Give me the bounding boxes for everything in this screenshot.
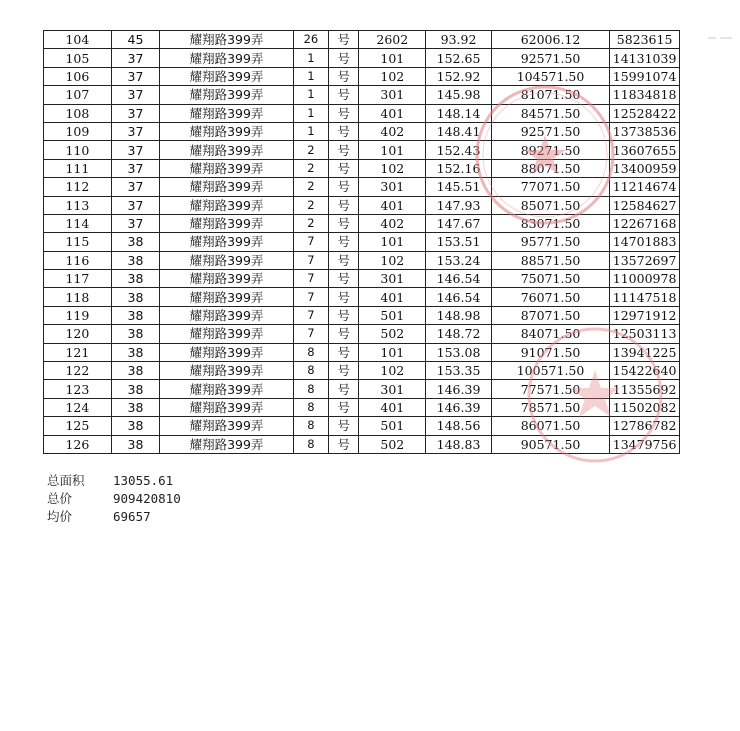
row-area: 146.54 [426, 288, 492, 306]
row-total-price: 11834818 [610, 86, 680, 104]
row-house-number: 7 [293, 270, 328, 288]
row-unit-price: 92571.50 [491, 49, 609, 67]
row-building: 38 [111, 417, 160, 435]
row-house-number: 8 [293, 380, 328, 398]
row-hao: 号 [329, 288, 359, 306]
row-road: 耀翔路399弄 [160, 306, 293, 324]
row-room: 102 [359, 159, 426, 177]
row-road: 耀翔路399弄 [160, 159, 293, 177]
row-room: 101 [359, 343, 426, 361]
table-row [44, 380, 680, 398]
row-unit-price: 88071.50 [491, 159, 609, 177]
row-road: 耀翔路399弄 [160, 233, 293, 251]
row-road: 耀翔路399弄 [160, 104, 293, 122]
row-seq: 108 [44, 104, 112, 122]
row-room: 301 [359, 86, 426, 104]
row-hao: 号 [329, 86, 359, 104]
row-total-price: 13941225 [610, 343, 680, 361]
row-total-price: 11214674 [610, 178, 680, 196]
row-hao: 号 [329, 306, 359, 324]
row-road: 耀翔路399弄 [160, 49, 293, 67]
row-hao: 号 [329, 380, 359, 398]
table-row [44, 325, 680, 343]
row-room: 402 [359, 214, 426, 232]
row-area: 152.92 [426, 67, 492, 85]
row-building: 38 [111, 306, 160, 324]
row-seq: 118 [44, 288, 112, 306]
row-area: 152.16 [426, 159, 492, 177]
row-unit-price: 100571.50 [491, 362, 609, 380]
row-building: 38 [111, 435, 160, 453]
row-building: 37 [111, 159, 160, 177]
row-road: 耀翔路399弄 [160, 178, 293, 196]
row-total-price: 14701883 [610, 233, 680, 251]
row-room: 401 [359, 398, 426, 416]
row-house-number: 2 [293, 214, 328, 232]
row-seq: 119 [44, 306, 112, 324]
table-row [44, 214, 680, 232]
row-total-price: 12971912 [610, 306, 680, 324]
row-room: 502 [359, 435, 426, 453]
table-row [44, 67, 680, 85]
row-area: 146.39 [426, 380, 492, 398]
row-seq: 117 [44, 270, 112, 288]
row-area: 153.51 [426, 233, 492, 251]
row-house-number: 8 [293, 435, 328, 453]
row-seq: 110 [44, 141, 112, 159]
row-building: 37 [111, 122, 160, 140]
table-row [44, 270, 680, 288]
row-building: 38 [111, 233, 160, 251]
row-total-price: 15422640 [610, 362, 680, 380]
row-unit-price: 77571.50 [491, 380, 609, 398]
row-area: 153.24 [426, 251, 492, 269]
row-total-price: 13572697 [610, 251, 680, 269]
total-price-label: 总价 [47, 491, 73, 506]
avg-price-value: 69657 [113, 509, 151, 524]
row-hao: 号 [329, 435, 359, 453]
table-row [44, 306, 680, 324]
table-row [44, 159, 680, 177]
summary-block [47, 472, 181, 526]
row-unit-price: 92571.50 [491, 122, 609, 140]
row-total-price: 13400959 [610, 159, 680, 177]
table-row [44, 178, 680, 196]
row-house-number: 7 [293, 288, 328, 306]
row-house-number: 2 [293, 178, 328, 196]
row-total-price: 14131039 [610, 49, 680, 67]
row-road: 耀翔路399弄 [160, 417, 293, 435]
row-unit-price: 89271.50 [491, 141, 609, 159]
row-building: 37 [111, 214, 160, 232]
row-room: 301 [359, 270, 426, 288]
row-house-number: 2 [293, 159, 328, 177]
row-room: 502 [359, 325, 426, 343]
row-total-price: 13738536 [610, 122, 680, 140]
row-room: 2602 [359, 31, 426, 49]
row-seq: 115 [44, 233, 112, 251]
row-area: 146.39 [426, 398, 492, 416]
row-road: 耀翔路399弄 [160, 288, 293, 306]
row-area: 148.72 [426, 325, 492, 343]
row-house-number: 26 [293, 31, 328, 49]
table-row [44, 141, 680, 159]
row-total-price: 12503113 [610, 325, 680, 343]
row-house-number: 8 [293, 362, 328, 380]
row-total-price: 11502082 [610, 398, 680, 416]
row-road: 耀翔路399弄 [160, 435, 293, 453]
row-seq: 112 [44, 178, 112, 196]
row-unit-price: 62006.12 [491, 31, 609, 49]
row-area: 93.92 [426, 31, 492, 49]
row-total-price: 12786782 [610, 417, 680, 435]
row-house-number: 1 [293, 122, 328, 140]
row-total-price: 13607655 [610, 141, 680, 159]
row-house-number: 7 [293, 325, 328, 343]
row-unit-price: 86071.50 [491, 417, 609, 435]
row-room: 301 [359, 178, 426, 196]
row-total-price: 12267168 [610, 214, 680, 232]
row-unit-price: 76071.50 [491, 288, 609, 306]
row-seq: 114 [44, 214, 112, 232]
row-room: 501 [359, 306, 426, 324]
row-seq: 105 [44, 49, 112, 67]
row-total-price: 15991074 [610, 67, 680, 85]
row-unit-price: 75071.50 [491, 270, 609, 288]
row-seq: 122 [44, 362, 112, 380]
row-building: 38 [111, 270, 160, 288]
row-building: 38 [111, 288, 160, 306]
row-road: 耀翔路399弄 [160, 141, 293, 159]
row-road: 耀翔路399弄 [160, 67, 293, 85]
row-area: 145.51 [426, 178, 492, 196]
row-unit-price: 87071.50 [491, 306, 609, 324]
row-area: 147.93 [426, 196, 492, 214]
row-unit-price: 88571.50 [491, 251, 609, 269]
row-area: 148.14 [426, 104, 492, 122]
row-house-number: 8 [293, 343, 328, 361]
summary-total-area [47, 472, 181, 490]
scan-artifact-mark [706, 30, 734, 46]
row-room: 102 [359, 67, 426, 85]
table-row [44, 435, 680, 453]
table-row [44, 343, 680, 361]
row-seq: 124 [44, 398, 112, 416]
row-hao: 号 [329, 398, 359, 416]
row-seq: 113 [44, 196, 112, 214]
table-row [44, 251, 680, 269]
row-road: 耀翔路399弄 [160, 343, 293, 361]
row-unit-price: 81071.50 [491, 86, 609, 104]
row-road: 耀翔路399弄 [160, 122, 293, 140]
table-row [44, 31, 680, 49]
row-hao: 号 [329, 325, 359, 343]
row-house-number: 1 [293, 67, 328, 85]
row-building: 37 [111, 86, 160, 104]
row-room: 101 [359, 141, 426, 159]
table-body [44, 31, 680, 454]
table-row [44, 196, 680, 214]
row-total-price: 12584627 [610, 196, 680, 214]
row-room: 401 [359, 104, 426, 122]
row-seq: 109 [44, 122, 112, 140]
row-road: 耀翔路399弄 [160, 362, 293, 380]
table-row [44, 104, 680, 122]
row-hao: 号 [329, 196, 359, 214]
row-area: 152.43 [426, 141, 492, 159]
row-road: 耀翔路399弄 [160, 270, 293, 288]
row-unit-price: 85071.50 [491, 196, 609, 214]
row-building: 37 [111, 178, 160, 196]
row-hao: 号 [329, 251, 359, 269]
row-road: 耀翔路399弄 [160, 214, 293, 232]
row-hao: 号 [329, 31, 359, 49]
row-unit-price: 90571.50 [491, 435, 609, 453]
row-house-number: 1 [293, 86, 328, 104]
row-seq: 125 [44, 417, 112, 435]
row-area: 145.98 [426, 86, 492, 104]
row-seq: 106 [44, 67, 112, 85]
row-road: 耀翔路399弄 [160, 380, 293, 398]
row-hao: 号 [329, 67, 359, 85]
row-room: 102 [359, 251, 426, 269]
row-area: 152.65 [426, 49, 492, 67]
row-unit-price: 104571.50 [491, 67, 609, 85]
row-hao: 号 [329, 362, 359, 380]
row-seq: 123 [44, 380, 112, 398]
row-building: 37 [111, 104, 160, 122]
row-room: 102 [359, 362, 426, 380]
row-room: 402 [359, 122, 426, 140]
row-area: 153.35 [426, 362, 492, 380]
unit-price-table [43, 30, 680, 454]
row-hao: 号 [329, 159, 359, 177]
row-seq: 120 [44, 325, 112, 343]
row-building: 37 [111, 49, 160, 67]
row-road: 耀翔路399弄 [160, 325, 293, 343]
row-room: 101 [359, 49, 426, 67]
row-house-number: 2 [293, 141, 328, 159]
row-room: 501 [359, 417, 426, 435]
row-area: 148.56 [426, 417, 492, 435]
row-house-number: 1 [293, 49, 328, 67]
row-house-number: 2 [293, 196, 328, 214]
row-seq: 121 [44, 343, 112, 361]
row-hao: 号 [329, 49, 359, 67]
row-building: 37 [111, 196, 160, 214]
row-hao: 号 [329, 270, 359, 288]
row-total-price: 11147518 [610, 288, 680, 306]
row-building: 38 [111, 325, 160, 343]
row-room: 401 [359, 288, 426, 306]
row-house-number: 1 [293, 104, 328, 122]
row-road: 耀翔路399弄 [160, 196, 293, 214]
row-building: 38 [111, 362, 160, 380]
row-hao: 号 [329, 178, 359, 196]
row-hao: 号 [329, 104, 359, 122]
row-area: 148.98 [426, 306, 492, 324]
row-building: 38 [111, 343, 160, 361]
row-house-number: 7 [293, 306, 328, 324]
row-seq: 104 [44, 31, 112, 49]
row-hao: 号 [329, 233, 359, 251]
row-hao: 号 [329, 417, 359, 435]
row-building: 38 [111, 380, 160, 398]
row-building: 37 [111, 67, 160, 85]
row-hao: 号 [329, 122, 359, 140]
table-row [44, 288, 680, 306]
row-road: 耀翔路399弄 [160, 31, 293, 49]
avg-price-label: 均价 [47, 509, 73, 524]
row-road: 耀翔路399弄 [160, 251, 293, 269]
row-seq: 111 [44, 159, 112, 177]
row-area: 147.67 [426, 214, 492, 232]
row-house-number: 8 [293, 398, 328, 416]
table-row [44, 86, 680, 104]
row-unit-price: 83071.50 [491, 214, 609, 232]
row-area: 148.41 [426, 122, 492, 140]
row-seq: 116 [44, 251, 112, 269]
row-hao: 号 [329, 343, 359, 361]
row-unit-price: 78571.50 [491, 398, 609, 416]
row-road: 耀翔路399弄 [160, 86, 293, 104]
row-seq: 126 [44, 435, 112, 453]
row-house-number: 7 [293, 233, 328, 251]
row-area: 148.83 [426, 435, 492, 453]
table-row [44, 398, 680, 416]
row-room: 101 [359, 233, 426, 251]
table-row [44, 362, 680, 380]
row-room: 401 [359, 196, 426, 214]
total-price-value: 909420810 [113, 491, 181, 506]
row-building: 38 [111, 398, 160, 416]
total-area-label: 总面积 [47, 473, 85, 488]
summary-avg-price [47, 508, 181, 526]
row-total-price: 11000978 [610, 270, 680, 288]
row-unit-price: 84071.50 [491, 325, 609, 343]
row-unit-price: 95771.50 [491, 233, 609, 251]
row-area: 146.54 [426, 270, 492, 288]
row-total-price: 5823615 [610, 31, 680, 49]
summary-total-price [47, 490, 181, 508]
row-total-price: 11355692 [610, 380, 680, 398]
table-row [44, 122, 680, 140]
row-unit-price: 91071.50 [491, 343, 609, 361]
row-unit-price: 84571.50 [491, 104, 609, 122]
row-house-number: 7 [293, 251, 328, 269]
row-total-price: 12528422 [610, 104, 680, 122]
total-area-value: 13055.61 [113, 473, 174, 488]
row-unit-price: 77071.50 [491, 178, 609, 196]
row-seq: 107 [44, 86, 112, 104]
row-building: 38 [111, 251, 160, 269]
table-row [44, 417, 680, 435]
row-house-number: 8 [293, 417, 328, 435]
table-row [44, 233, 680, 251]
row-building: 45 [111, 31, 160, 49]
row-total-price: 13479756 [610, 435, 680, 453]
row-room: 301 [359, 380, 426, 398]
row-road: 耀翔路399弄 [160, 398, 293, 416]
row-area: 153.08 [426, 343, 492, 361]
table-row [44, 49, 680, 67]
row-building: 37 [111, 141, 160, 159]
row-hao: 号 [329, 141, 359, 159]
row-hao: 号 [329, 214, 359, 232]
